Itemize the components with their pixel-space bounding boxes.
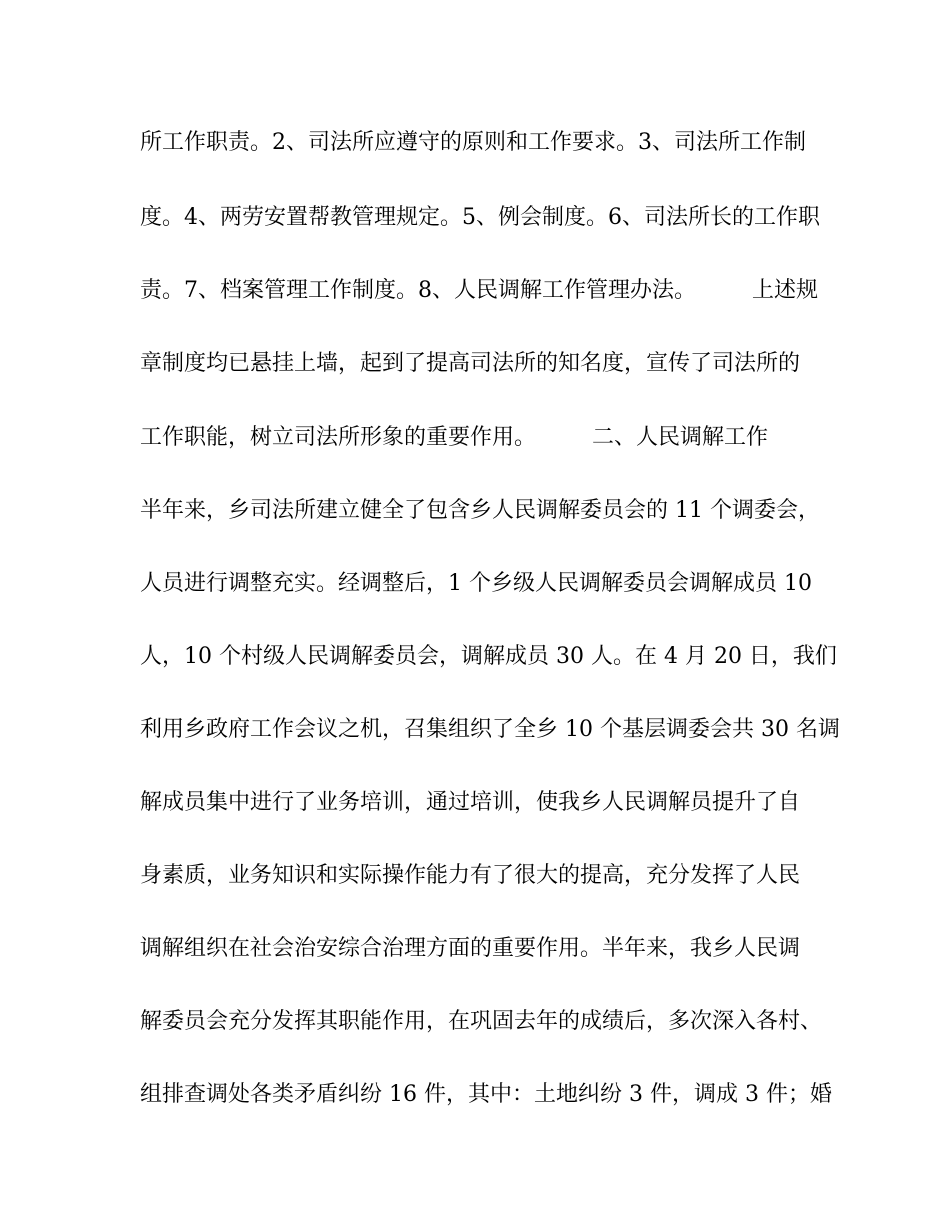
- text-line: 章制度均已悬挂上墙，起到了提高司法所的知名度，宣传了司法所的: [140, 351, 801, 376]
- text-line: 调解组织在社会治安综合治理方面的重要作用。半年来，我乡人民调: [140, 936, 801, 961]
- text-line: 身素质，业务知识和实际操作能力有了很大的提高，充分发挥了人民: [140, 863, 801, 888]
- text-line: 利用乡政府工作会议之机，召集组织了全乡 10 个基层调委会共 30 名调: [140, 717, 840, 742]
- text-line: 半年来，乡司法所建立健全了包含乡人民调解委员会的 11 个调委会，: [140, 498, 820, 523]
- text-line: 人，10 个村级人民调解委员会，调解成员 30 人。在 4 月 20 日，我们: [140, 644, 837, 669]
- text-line: 所工作职责。2、司法所应遵守的原则和工作要求。3、司法所工作制: [140, 130, 806, 155]
- text-line: 工作职能，树立司法所形象的重要作用。 二、人民调解工作: [140, 425, 768, 450]
- text-line: 责。7、档案管理工作制度。8、人民调解工作管理办法。 上述规: [140, 278, 818, 303]
- text-line: 解成员集中进行了业务培训，通过培训，使我乡人民调解员提升了自: [140, 790, 801, 815]
- text-line: 人员进行调整充实。经调整后，1 个乡级人民调解委员会调解成员 10: [140, 571, 812, 596]
- text-line: 度。4、两劳安置帮教管理规定。5、例会制度。6、司法所长的工作职: [140, 205, 820, 230]
- text-line: 组排查调处各类矛盾纠纷 16 件，其中：土地纠纷 3 件，调成 3 件；婚: [140, 1082, 832, 1107]
- text-line: 解委员会充分发挥其职能作用，在巩固去年的成绩后，多次深入各村、: [140, 1009, 823, 1034]
